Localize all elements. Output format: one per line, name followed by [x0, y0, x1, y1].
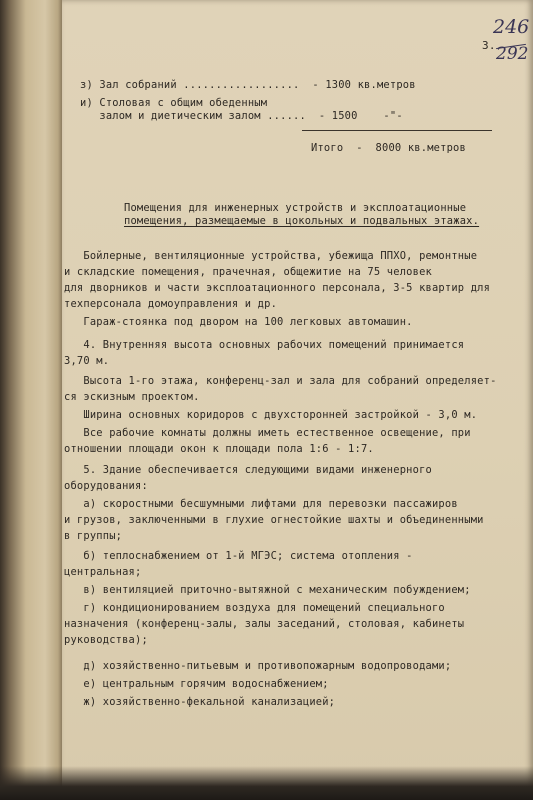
binding-spine	[0, 0, 62, 800]
body-line: ся эскизным проектом.	[64, 391, 200, 403]
body-line: г) кондиционированием воздуха для помещений специального	[64, 602, 445, 614]
list-item-i-line2: залом и диетическим залом ...... - 1500 -"-	[80, 110, 403, 122]
body-line: назначения (конференц-залы, залы заседаний, столовая, кабинеты	[64, 618, 465, 630]
body-line: в группы;	[64, 530, 123, 542]
body-line: Высота 1-го этажа, конференц-зал и зала для собраний определяет-	[64, 375, 497, 387]
body-line: а) скоростными бесшумными лифтами для перевозки пассажиров	[64, 498, 458, 510]
section-heading-line1: Помещения для инженерных устройств и эксплоатационные	[124, 202, 467, 214]
body-line: Ширина основных коридоров с двухсторонней застройкой - 3,0 м.	[64, 409, 478, 421]
body-line: оборудования:	[64, 480, 148, 492]
body-line: в) вентиляцией приточно-вытяжной с механическим побуждением;	[64, 584, 471, 596]
section-heading-line2: помещения, размещаемые в цокольных и подвальных этажах.	[124, 215, 480, 227]
body-line: для дворников и части эксплоатационного персонала, 3-5 квартир для	[64, 282, 491, 294]
body-line: руководства);	[64, 634, 148, 646]
body-line: техперсонала домоуправления и др.	[64, 298, 278, 310]
archive-number-bottom: 292	[496, 44, 529, 64]
list-item-i-line1: и) Столовая с общим обеденным	[80, 97, 268, 109]
list-item-z: з) Зал собраний .................. - 1300 кв.метров	[80, 79, 416, 91]
body-line: центральная;	[64, 566, 142, 578]
document-sheet	[62, 0, 533, 800]
body-line: 4. Внутренняя высота основных рабочих помещений принимается	[64, 339, 465, 351]
body-line: б) теплоснабжением от 1-й МГЭС; система отопления -	[64, 550, 413, 562]
body-line: 3,70 м.	[64, 355, 110, 367]
archive-number-top: 246	[493, 16, 530, 38]
sheet-number: 3.	[482, 39, 496, 52]
body-line: ж) хозяйственно-фекальной канализацией;	[64, 696, 336, 708]
scan-bottom-edge	[0, 766, 533, 800]
total-divider	[302, 130, 492, 131]
body-line: 5. Здание обеспечивается следующими видами инженерного	[64, 464, 432, 476]
body-line: отношении площади окон к площади пола 1:6 - 1:7.	[64, 443, 374, 455]
body-line: Бойлерные, вентиляционные устройства, убежища ППХО, ремонтные	[64, 250, 478, 262]
body-line: д) хозяйственно-питьевым и противопожарным водопроводами;	[64, 660, 452, 672]
body-line: Гараж-стоянка под двором на 100 легковых автомашин.	[64, 316, 413, 328]
body-line: е) центральным горячим водоснабжением;	[64, 678, 329, 690]
total-line: Итого - 8000 кв.метров	[311, 142, 466, 154]
body-line: и грузов, заключенными в глухие огнестойкие шахты и объединенными	[64, 514, 484, 526]
body-line: и складские помещения, прачечная, общежитие на 75 человек	[64, 266, 432, 278]
body-line: Все рабочие комнаты должны иметь естественное освещение, при	[64, 427, 471, 439]
